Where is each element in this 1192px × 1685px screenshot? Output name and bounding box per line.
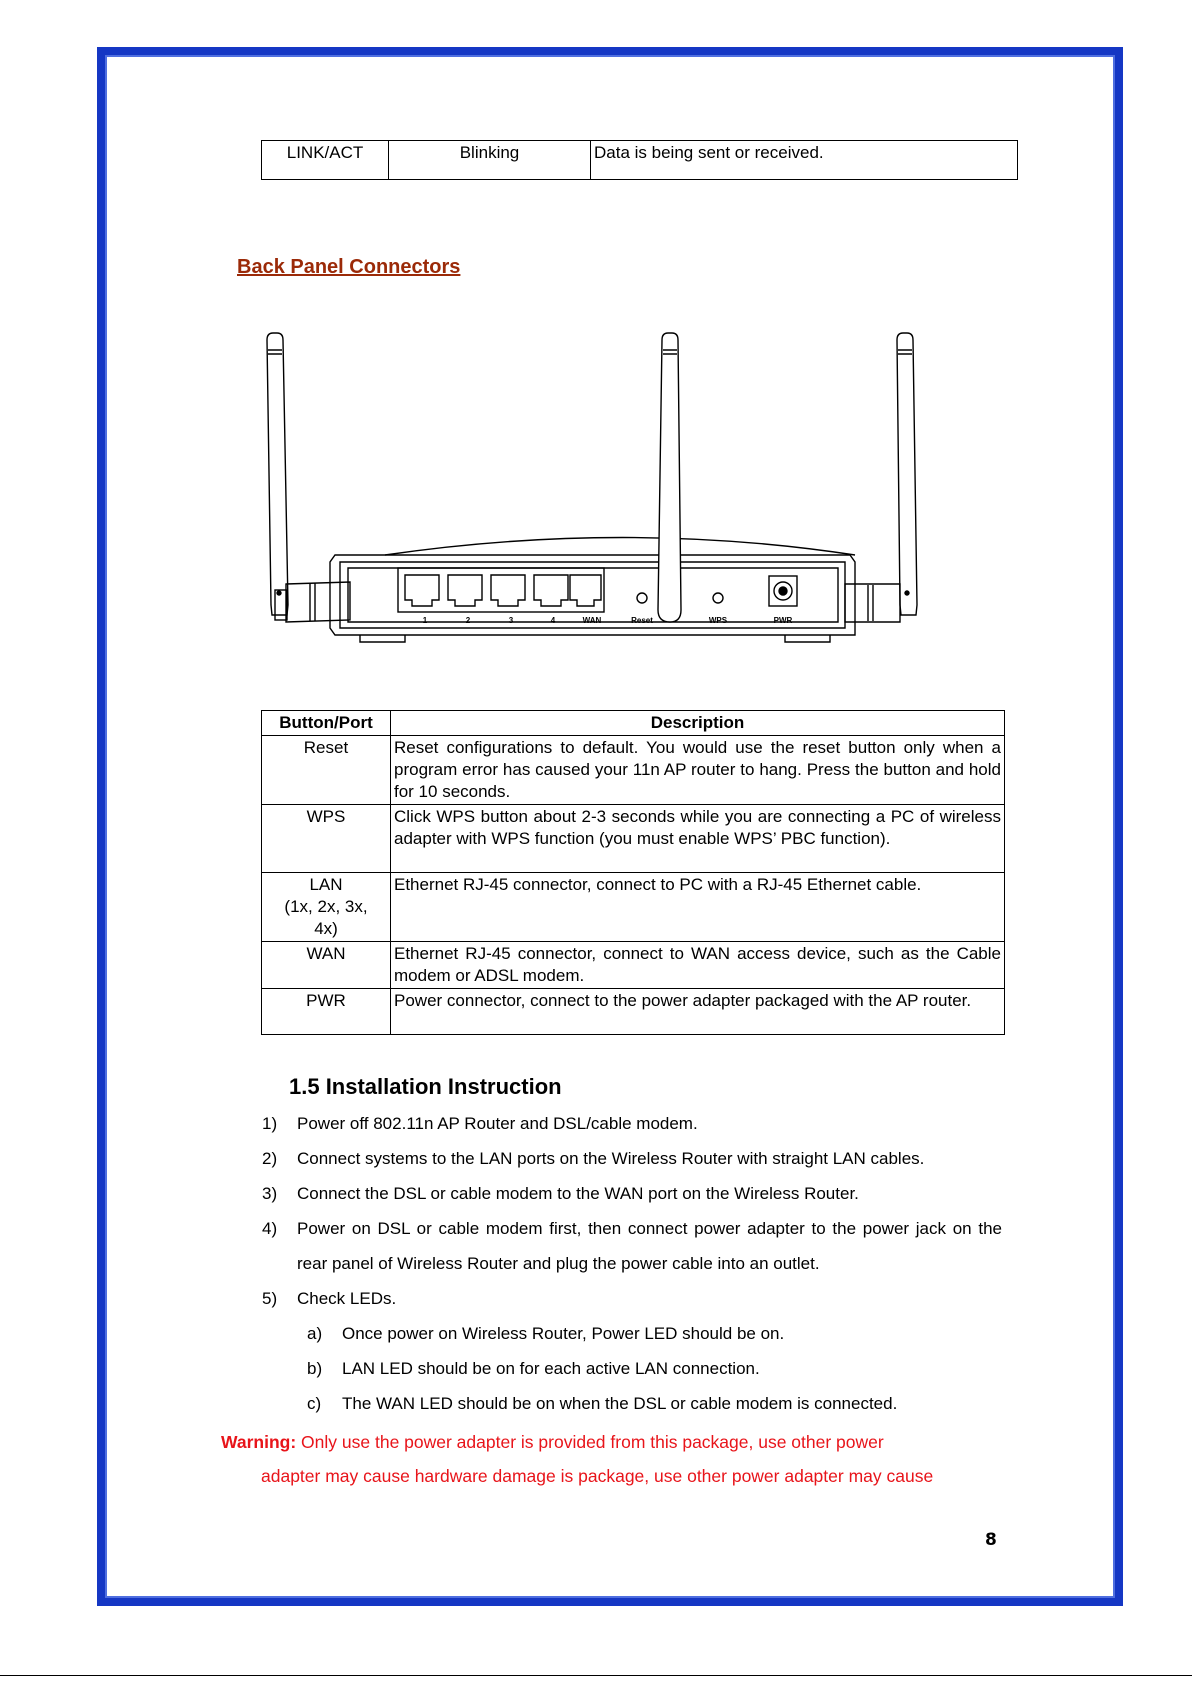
table-row xyxy=(262,942,1005,989)
warning-text-line1: Only use the power adapter is provided from this package, use other power xyxy=(301,1432,884,1452)
installation-heading: 1.5 Installation Instruction xyxy=(289,1074,562,1099)
table-row xyxy=(262,141,1018,180)
router-back-panel-figure xyxy=(255,330,1005,660)
substep-text: The WAN LED should be on when the DSL or cable modem is connected. xyxy=(342,1394,898,1413)
port-cell: WAN xyxy=(262,942,391,989)
list-item xyxy=(262,1351,1002,1386)
table-row xyxy=(262,805,1005,873)
port-label-3: 3 xyxy=(508,616,514,625)
router-body xyxy=(330,538,855,643)
step-number: 3) xyxy=(262,1184,278,1203)
section-title-back-panel: Back Panel Connectors xyxy=(237,256,461,278)
right-antenna xyxy=(845,333,917,622)
installation-steps xyxy=(262,1106,1002,1421)
reset-button-hole xyxy=(637,593,647,603)
led-status-table xyxy=(261,140,1018,180)
reset-label: Reset xyxy=(631,616,653,625)
port-label-4: 4 xyxy=(550,616,556,625)
power-jack xyxy=(769,576,797,606)
description-cell: Ethernet RJ-45 connector, connect to PC with a RJ-45 Ethernet cable. xyxy=(391,873,1005,942)
warning-note xyxy=(221,1425,1001,1493)
step-text: Check LEDs. xyxy=(297,1289,397,1308)
list-item xyxy=(262,1386,1002,1421)
step-number: 2) xyxy=(262,1149,278,1168)
list-item xyxy=(262,1281,1002,1316)
port-cell: Reset xyxy=(262,736,391,805)
step-number: 1) xyxy=(262,1114,278,1133)
substep-letter: b) xyxy=(307,1359,323,1378)
port-cell: WPS xyxy=(262,805,391,873)
middle-antenna xyxy=(658,333,681,622)
list-item xyxy=(262,1141,1002,1176)
pwr-label: PWR xyxy=(773,616,793,625)
page-number: 8 xyxy=(985,1530,997,1550)
warning-label: Warning: xyxy=(221,1432,297,1452)
port-label-2: 2 xyxy=(465,616,471,625)
step-text: Connect systems to the LAN ports on the Wireless Router with straight LAN cables. xyxy=(297,1149,925,1168)
table-header-row xyxy=(262,711,1005,736)
left-antenna xyxy=(267,333,350,622)
step-text: Power on DSL or cable modem first, then connect power adapter to the power jack on the rear panel of Wireless Router and plug the power cable into an outlet. xyxy=(297,1219,1002,1273)
table-row xyxy=(262,873,1005,942)
substep-letter: c) xyxy=(307,1394,322,1413)
substep-text: Once power on Wireless Router, Power LED should be on. xyxy=(342,1324,785,1343)
warning-text-line2: adapter may cause hardware damage is package, use other power adapter may cause xyxy=(261,1466,934,1486)
port-label-wan: WAN xyxy=(582,616,602,625)
header-button-port: Button/Port xyxy=(262,711,391,736)
description-cell: Ethernet RJ-45 connector, connect to WAN access device, such as the Cable modem or ADSL modem. xyxy=(391,942,1005,989)
list-item xyxy=(262,1106,1002,1141)
led-name-cell: LINK/ACT xyxy=(262,141,389,180)
led-status-cell: Blinking xyxy=(389,141,591,180)
step-number: 5) xyxy=(262,1289,278,1308)
step-number: 4) xyxy=(262,1219,278,1238)
button-port-table xyxy=(261,710,1005,1035)
table-row xyxy=(262,989,1005,1035)
header-description: Description xyxy=(391,711,1005,736)
description-cell: Power connector, connect to the power adapter packaged with the AP router. xyxy=(391,989,1005,1035)
description-cell: Click WPS button about 2-3 seconds while you are connecting a PC of wireless adapter with WPS function (you must enable WPS’ PBC function). xyxy=(391,805,1005,873)
list-item xyxy=(262,1211,1002,1281)
divider xyxy=(0,1675,1192,1676)
substep-letter: a) xyxy=(307,1324,323,1343)
list-item xyxy=(262,1176,1002,1211)
step-text: Power off 802.11n AP Router and DSL/cable modem. xyxy=(297,1114,698,1133)
wps-button-hole xyxy=(713,593,723,603)
port-cell: LAN (1x, 2x, 3x, 4x) xyxy=(262,873,391,942)
wps-label: WPS xyxy=(708,616,728,625)
port-cell: PWR xyxy=(262,989,391,1035)
step-text: Connect the DSL or cable modem to the WAN port on the Wireless Router. xyxy=(297,1184,859,1203)
substep-text: LAN LED should be on for each active LAN connection. xyxy=(342,1359,760,1378)
port-label-1: 1 xyxy=(422,616,428,625)
table-row xyxy=(262,736,1005,805)
ethernet-ports xyxy=(398,568,604,612)
led-description-cell: Data is being sent or received. xyxy=(591,141,1018,180)
list-item xyxy=(262,1316,1002,1351)
description-cell: Reset configurations to default. You would use the reset button only when a program error has caused your 11n AP router to hang. Press the button and hold for 10 seconds. xyxy=(391,736,1005,805)
